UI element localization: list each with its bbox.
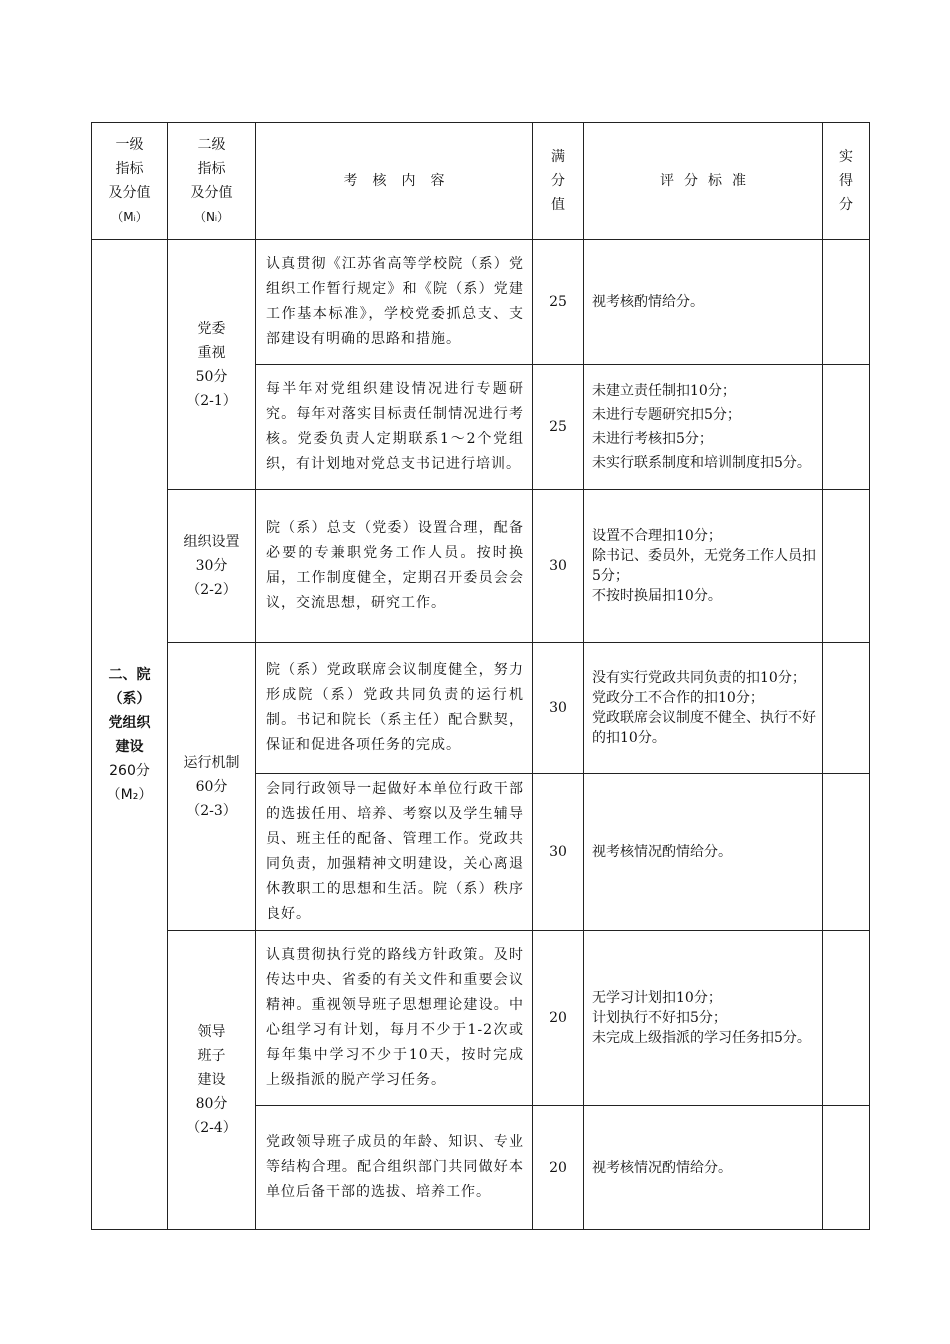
header-row bbox=[92, 123, 870, 240]
criteria-cell: 设置不合理扣10分； 除书记、委员外，无党务工作人员扣5分； 不按时换届扣10分。 bbox=[584, 490, 823, 643]
header-level1: 一级 指标 及分值 （Mᵢ） bbox=[92, 123, 168, 240]
criteria-cell: 视考核情况酌情给分。 bbox=[584, 1106, 823, 1230]
header-full-score: 满 分 值 bbox=[533, 123, 584, 240]
actual-score-cell bbox=[823, 1106, 870, 1230]
header-level2: 二级 指标 及分值 （Nᵢ） bbox=[168, 123, 256, 240]
header-content: 考核内容 bbox=[256, 123, 533, 240]
actual-score-cell bbox=[823, 931, 870, 1106]
table-row bbox=[92, 490, 870, 643]
content-cell: 每半年对党组织建设情况进行专题研究。每年对落实目标责任制情况进行考核。党委负责人定期联系1～2个党组织，有计划地对党总支书记进行培训。 bbox=[256, 365, 533, 490]
level2-cell-2-3: 运行机制 60分 （2-3） bbox=[168, 643, 256, 931]
level2-cell-2-4: 领导 班子 建设 80分 （2-4） bbox=[168, 931, 256, 1230]
content-cell: 会同行政领导一起做好本单位行政干部的选拔任用、培养、考察以及学生辅导员、班主任的配备、管理工作。党政共同负责，加强精神文明建设，关心离退休教职工的思想和生活。院（系）秩序良好。 bbox=[256, 774, 533, 931]
table-row bbox=[92, 240, 870, 365]
evaluation-table bbox=[91, 122, 870, 1230]
score-cell: 25 bbox=[533, 365, 584, 490]
criteria-cell: 无学习计划扣10分； 计划执行不好扣5分； 未完成上级指派的学习任务扣5分。 bbox=[584, 931, 823, 1106]
header-actual: 实 得 分 bbox=[823, 123, 870, 240]
score-cell: 30 bbox=[533, 774, 584, 931]
score-cell: 30 bbox=[533, 490, 584, 643]
level1-cell: 二、院 （系） 党组织 建设 260分 （M₂） bbox=[92, 240, 168, 1230]
table-row bbox=[92, 931, 870, 1106]
actual-score-cell bbox=[823, 774, 870, 931]
content-cell: 院（系）总支（党委）设置合理，配备必要的专兼职党务工作人员。按时换届，工作制度健全，定期召开委员会会议，交流思想，研究工作。 bbox=[256, 490, 533, 643]
content-cell: 党政领导班子成员的年龄、知识、专业等结构合理。配合组织部门共同做好本单位后备干部的选拔、培养工作。 bbox=[256, 1106, 533, 1230]
criteria-cell: 没有实行党政共同负责的扣10分； 党政分工不合作的扣10分； 党政联席会议制度不健全、执行不好的扣10分。 bbox=[584, 643, 823, 774]
criteria-cell: 视考核酌情给分。 bbox=[584, 240, 823, 365]
level2-cell-2-2: 组织设置 30分 （2-2） bbox=[168, 490, 256, 643]
score-cell: 30 bbox=[533, 643, 584, 774]
header-criteria: 评分标准 bbox=[584, 123, 823, 240]
score-cell: 25 bbox=[533, 240, 584, 365]
actual-score-cell bbox=[823, 365, 870, 490]
actual-score-cell bbox=[823, 490, 870, 643]
actual-score-cell bbox=[823, 643, 870, 774]
level2-cell-2-1: 党委 重视 50分 （2-1） bbox=[168, 240, 256, 490]
content-cell: 认真贯彻执行党的路线方针政策。及时传达中央、省委的有关文件和重要会议精神。重视领导班子思想理论建设。中心组学习有计划，每月不少于1-2次或每年集中学习不少于10天，按时完成上级指派的脱产学习任务。 bbox=[256, 931, 533, 1106]
table-row bbox=[92, 643, 870, 774]
score-cell: 20 bbox=[533, 931, 584, 1106]
actual-score-cell bbox=[823, 240, 870, 365]
content-cell: 院（系）党政联席会议制度健全，努力形成院（系）党政共同负责的运行机制。书记和院长（系主任）配合默契，保证和促进各项任务的完成。 bbox=[256, 643, 533, 774]
criteria-cell: 未建立责任制扣10分； 未进行专题研究扣5分； 未进行考核扣5分； 未实行联系制度和培训制度扣5分。 bbox=[584, 365, 823, 490]
criteria-cell: 视考核情况酌情给分。 bbox=[584, 774, 823, 931]
score-cell: 20 bbox=[533, 1106, 584, 1230]
content-cell: 认真贯彻《江苏省高等学校院（系）党组织工作暂行规定》和《院（系）党建工作基本标准》，学校党委抓总支、支部建设有明确的思路和措施。 bbox=[256, 240, 533, 365]
